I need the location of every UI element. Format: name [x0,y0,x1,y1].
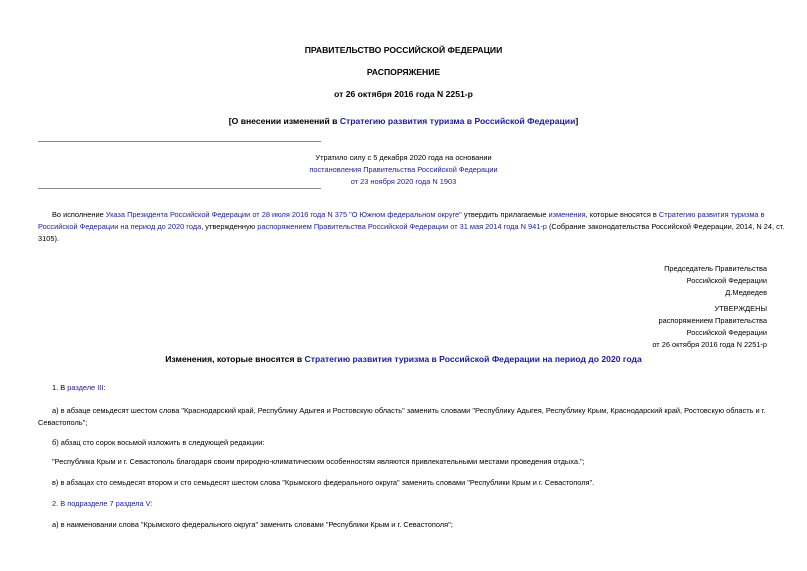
section-3-link[interactable]: разделе III [67,383,104,392]
government-order-link[interactable]: распоряжением Правительства Российской Федерации от 31 мая 2014 года N 941-р [257,222,547,231]
item-1-prefix: 1. В [52,383,68,392]
item-2a: а) в наименовании слова "Крымского федерального округа" заменить словами "Республики Крым и г. Севастополя"; [52,520,453,529]
item-1a-line-1: а) в абзаце семьдесят шестом слова "Краснодарский край, Республику Адыгея и Ростовскую область" заменить словами "Республику Адыгея, Республику Крым, Краснодарский край, Ростовскую область и г. [52,406,766,415]
body-paragraph [38,209,785,245]
item-1 [52,382,105,394]
title-close: ] [575,116,579,126]
changes-link[interactable]: изменения [548,210,586,219]
body-mid-1: утвердить прилагаемые [461,210,549,219]
changes-title [0,354,807,364]
approved-line-3: Российской Федерации [686,328,767,337]
item-1a-line-2: Севастополь"; [38,418,88,427]
item-1a [38,405,773,429]
subsection-7-link[interactable]: подразделе 7 раздела V [67,499,151,508]
title-open: [О внесении изменений в [228,116,340,126]
body-prefix: Во исполнение [52,210,106,219]
strategy-link-a[interactable]: Стратегию развития туризма в [658,210,765,219]
expired-line-1: Утратило силу с 5 декабря 2020 года на основании [315,153,492,162]
signature-block [664,263,767,299]
changes-title-prefix: Изменения, которые вносятся в [165,354,305,364]
approved-line-2: распоряжением Правительства [658,316,767,325]
divider-bottom [38,188,321,189]
body-line-3: 3105). [38,234,59,243]
item-1-suffix: : [103,383,106,392]
expired-resolution-link[interactable]: постановления Правительства Российской Федерации [309,165,498,174]
body-mid-2: , которые вносятся в [585,210,659,219]
signature-line-2: Российской Федерации [686,276,767,285]
item-1b-quote: "Республика Крым и г. Севастополь благодаря своим природно-климатическим особенностям являются привлекательными местами проведения отдыха."; [52,457,585,466]
strategy-link-b[interactable]: Российской Федерации на период до 2020 года [38,222,202,231]
item-2-suffix: : [150,499,153,508]
changes-title-link[interactable]: Стратегию развития туризма в Российской Федерации на период до 2020 года [304,354,642,364]
item-1v: в) в абзацах сто семьдесят втором и сто семьдесят шестом слова "Крымского федерального округа" заменить словами "Республики Крым и г. Севастополя". [52,478,595,487]
item-2-prefix: 2. В [52,499,68,508]
expired-date-link[interactable]: от 23 ноября 2020 года N 1903 [350,177,457,186]
divider-top [38,141,321,142]
signature-line-1: Председатель Правительства [664,264,767,273]
expired-note [0,152,807,188]
item-1b: б) абзац сто сорок восьмой изложить в следующей редакции: [52,438,265,447]
document-type: РАСПОРЯЖЕНИЕ [366,67,441,77]
body-line-2 [38,221,785,233]
body-mid-3: , утвержденную [201,222,258,231]
presidential-decree-link[interactable]: Указа Президента Российской Федерации от 28 июля 2016 года N 375 "О Южном федеральном округе" [105,210,462,219]
body-suffix-a: (Собрание законодательства Российской Федерации, 2014, N 24, ст. [546,222,785,231]
document-date-number: от 26 октября 2016 года N 2251-р [334,89,473,99]
body-line-1 [38,209,770,221]
government-heading: ПРАВИТЕЛЬСТВО РОССИЙСКОЙ ФЕДЕРАЦИИ [304,45,503,55]
approved-line-4: от 26 октября 2016 года N 2251-р [652,340,767,349]
approved-line-1: УТВЕРЖДЕНЫ [714,304,767,313]
signature-line-3: Д.Медведев [725,288,767,297]
strategy-link[interactable]: Стратегию развития туризма в Российской Федерации [339,116,576,126]
document-title [0,116,807,126]
item-2 [52,498,152,510]
approved-block [652,303,767,351]
